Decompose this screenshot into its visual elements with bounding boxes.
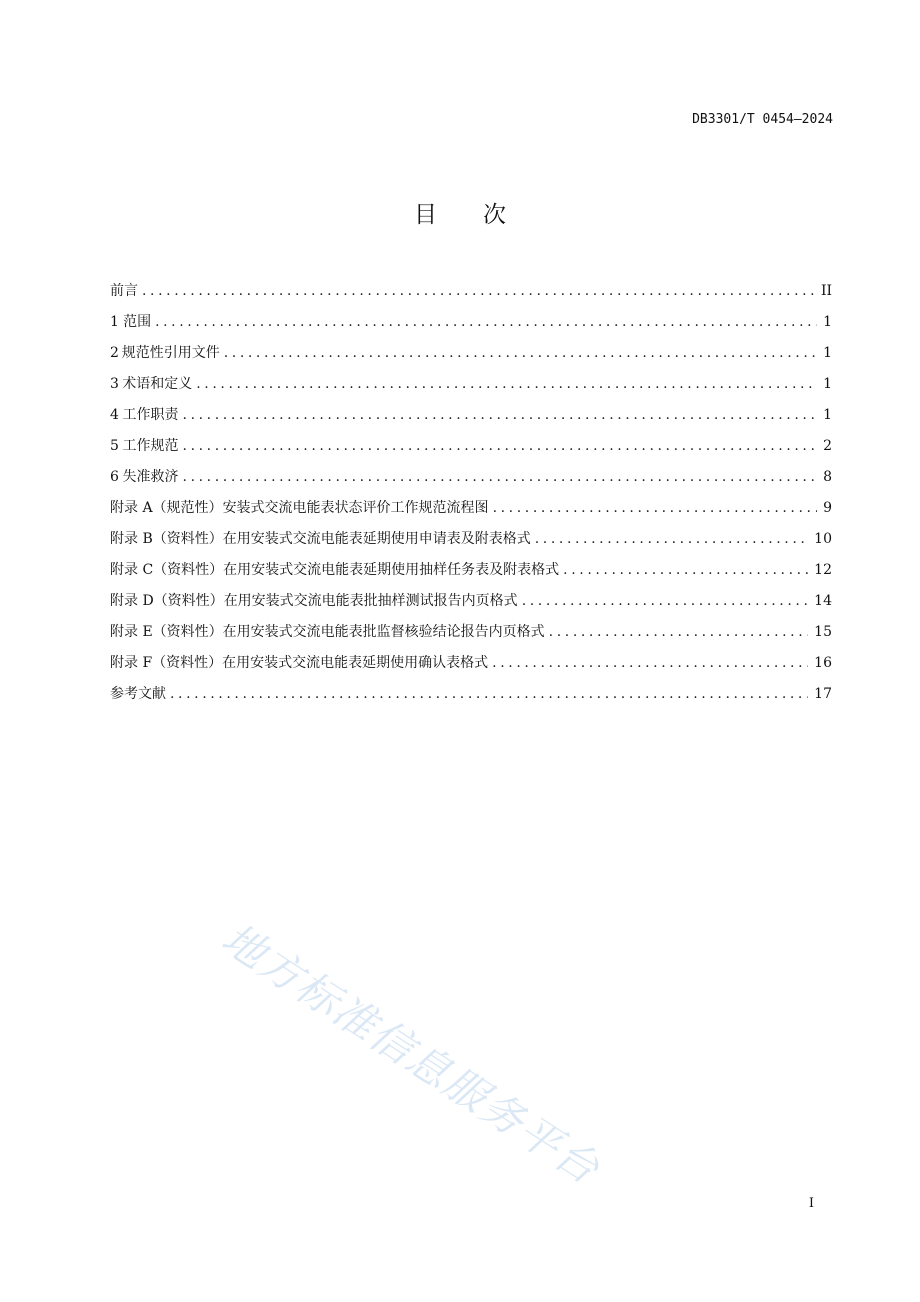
toc-appendix-prefix: 附录 D（资料性） xyxy=(110,593,224,609)
toc-entry-terms-definitions[interactable] xyxy=(110,371,832,402)
toc-page-number: 1 xyxy=(823,314,832,330)
toc-appendix-prefix: 附录 B（资料性） xyxy=(110,531,223,547)
toc-entry-appendix-d[interactable] xyxy=(110,588,832,619)
page-title: 目次 xyxy=(414,202,552,228)
page-number: I xyxy=(808,1196,814,1211)
toc-appendix-prefix: 附录 F（资料性） xyxy=(110,655,223,671)
toc-leader-dots xyxy=(535,526,808,552)
toc-entry-appendix-a[interactable] xyxy=(110,495,832,526)
toc-label: 在用安装式交流电能表延期使用确认表格式 xyxy=(222,655,489,671)
toc-leader-dots xyxy=(492,650,808,676)
toc-leader-dots xyxy=(563,557,808,583)
toc-appendix-prefix: 附录 A（规范性） xyxy=(110,500,223,516)
toc-leader-dots xyxy=(196,371,817,397)
toc-page-number: II xyxy=(820,283,832,299)
toc-page-number: 17 xyxy=(814,686,832,702)
toc-number: 5 xyxy=(110,438,119,454)
toc-page-number: 1 xyxy=(823,345,832,361)
toc-entry-work-specification[interactable] xyxy=(110,433,832,464)
toc-leader-dots xyxy=(549,619,809,645)
toc-leader-dots xyxy=(183,464,818,490)
toc-number: 3 xyxy=(110,376,119,392)
toc-leader-dots xyxy=(183,402,818,428)
toc-label: 工作规范 xyxy=(122,438,179,454)
toc-label: 在用安装式交流电能表延期使用抽样任务表及附表格式 xyxy=(223,562,560,578)
toc-label: 在用安装式交流电能表批监督核验结论报告内页格式 xyxy=(222,624,545,640)
toc-page-number: 8 xyxy=(823,469,832,485)
toc-entry-remedy[interactable] xyxy=(110,464,832,495)
toc-entry-scope[interactable] xyxy=(110,309,832,340)
toc-page-number: 10 xyxy=(814,531,832,547)
toc-label: 在用安装式交流电能表延期使用申请表及附表格式 xyxy=(222,531,531,547)
toc-appendix-prefix: 附录 E（资料性） xyxy=(110,624,223,640)
toc-number: 6 xyxy=(110,469,119,485)
toc-entry-foreword[interactable] xyxy=(110,278,832,309)
watermark-text: 地方标准信息服务平台 xyxy=(213,913,610,1195)
toc-appendix-prefix: 附录 C（资料性） xyxy=(110,562,224,578)
toc-page-number: 1 xyxy=(823,376,832,392)
toc-label: 前言 xyxy=(110,283,138,299)
toc-label: 安装式交流电能表状态评价工作规范流程图 xyxy=(222,500,489,516)
toc-leader-dots xyxy=(170,681,808,707)
toc-entry-appendix-c[interactable] xyxy=(110,557,832,588)
toc-page-number: 1 xyxy=(823,407,832,423)
toc-number: 4 xyxy=(110,407,119,423)
toc-number: 1 xyxy=(110,314,119,330)
toc-leader-dots xyxy=(493,495,818,521)
toc-label: 术语和定义 xyxy=(122,376,193,392)
toc-label: 工作职责 xyxy=(122,407,179,423)
toc-page-number: 14 xyxy=(814,593,832,609)
toc-label: 在用安装式交流电能表批抽样测试报告内页格式 xyxy=(223,593,518,609)
toc-page-number: 2 xyxy=(823,438,832,454)
toc-leader-dots xyxy=(142,278,815,304)
toc-label: 失准救济 xyxy=(122,469,179,485)
toc-label: 规范性引用文件 xyxy=(121,345,220,361)
table-of-contents xyxy=(110,278,832,712)
toc-label: 范围 xyxy=(123,314,152,330)
toc-entry-appendix-e[interactable] xyxy=(110,619,832,650)
toc-page-number: 16 xyxy=(814,655,832,671)
document-code: DB3301/T 0454—2024 xyxy=(692,112,833,127)
toc-entry-appendix-f[interactable] xyxy=(110,650,832,681)
toc-leader-dots xyxy=(183,433,818,459)
toc-page-number: 12 xyxy=(814,562,832,578)
toc-page-number: 15 xyxy=(814,624,832,640)
toc-entry-appendix-b[interactable] xyxy=(110,526,832,557)
toc-number: 2 xyxy=(110,345,119,361)
toc-entry-bibliography[interactable] xyxy=(110,681,832,712)
toc-leader-dots xyxy=(522,588,808,614)
toc-entry-normative-references[interactable] xyxy=(110,340,832,371)
toc-leader-dots xyxy=(224,340,817,366)
toc-entry-responsibilities[interactable] xyxy=(110,402,832,433)
toc-leader-dots xyxy=(155,309,817,335)
toc-label: 参考文献 xyxy=(110,686,166,702)
toc-page-number: 9 xyxy=(823,500,832,516)
